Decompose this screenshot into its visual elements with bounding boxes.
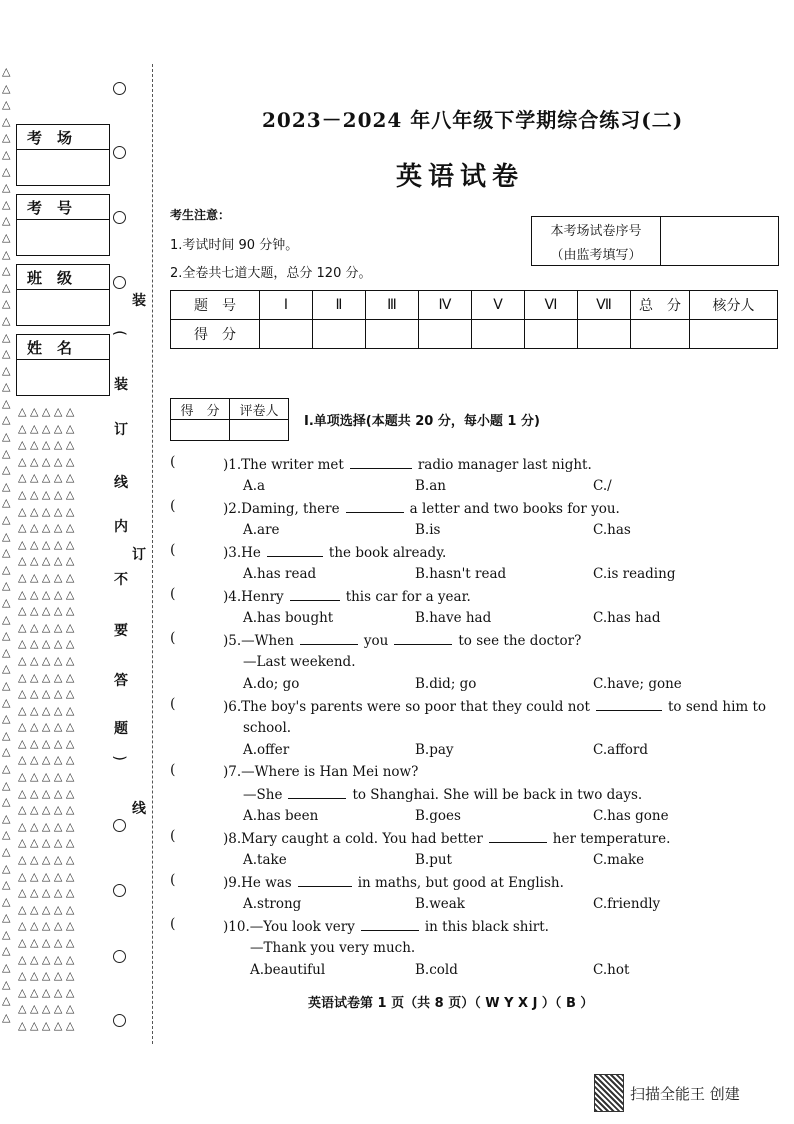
- serial-number-label: [532, 217, 661, 265]
- answer-blank[interactable]: [298, 874, 352, 887]
- question-stem: [223, 764, 418, 780]
- section-title: Ⅰ.单项选择(本题共 20 分，每小题 1 分): [304, 414, 540, 429]
- score-table: [170, 290, 778, 349]
- answer-option: A.beautiful: [250, 962, 326, 978]
- score-cell: Ⅵ: [525, 291, 578, 320]
- outer-char-ding: 订: [132, 547, 146, 563]
- score-cell: Ⅶ: [578, 291, 631, 320]
- answer-option: A.has bought: [243, 610, 334, 626]
- answer-option: B.weak: [415, 896, 465, 912]
- question-stem: [223, 456, 592, 473]
- score-table-score-row: [171, 320, 778, 349]
- grader-table: [170, 398, 289, 441]
- question-line2: [243, 654, 356, 670]
- grader-score-cell[interactable]: [171, 420, 230, 441]
- answer-paren[interactable]: (: [170, 872, 176, 888]
- answer-option: B.have had: [415, 610, 492, 626]
- question-text-pre: )10.—You look very: [223, 919, 355, 935]
- serial-label-line2: （由监考填写）: [550, 247, 642, 263]
- answer-option: C.have; gone: [593, 676, 682, 692]
- question-stem: [223, 588, 471, 605]
- answer-option: C./: [593, 478, 612, 494]
- answer-option: A.has been: [243, 808, 319, 824]
- question-text-pre: )7.—Where is Han Mei now?: [223, 764, 419, 780]
- score-input-cell[interactable]: [690, 320, 778, 349]
- vertical-char-ti: 题: [114, 721, 128, 737]
- answer-paren[interactable]: (: [170, 498, 176, 514]
- grader-reviewer-cell[interactable]: [230, 420, 289, 441]
- binding-hole: [113, 276, 126, 289]
- exam-subtitle: 英语试卷: [396, 162, 525, 192]
- question-text-post: to send him to: [668, 699, 767, 715]
- score-cell: Ⅳ: [419, 291, 472, 320]
- score-cell: Ⅱ: [313, 291, 366, 320]
- question-text-pre: )2.Daming, there: [223, 501, 340, 517]
- answer-option: C.afford: [593, 742, 649, 758]
- triangle-pattern-left: △ △ △ △ △ △ △ △ △ △ △ △ △ △ △ △ △ △ △ △ △ △ △ △ △ △ △ △ △ △ △ △ △ △ △ △ △ △ △ △ △ △ △ △ △ △ △ △ △ △ △ △ △ △ △ △ △ △: [2, 65, 11, 1024]
- answer-option: C.hot: [593, 962, 630, 978]
- score-input-cell[interactable]: [631, 320, 690, 349]
- question-text-line2-pre: —She: [243, 787, 283, 803]
- answer-paren[interactable]: (: [170, 542, 176, 558]
- question-text-post: a letter and two books for you.: [409, 501, 620, 517]
- question-text-pre: )1.The writer met: [223, 457, 344, 473]
- vertical-char-ding: 订: [114, 422, 128, 438]
- exam-room-label: 考 场: [17, 125, 109, 150]
- question-text-line2: —Last weekend.: [243, 654, 356, 670]
- serial-label-line1: 本考场试卷序号: [550, 223, 642, 239]
- question-line2: [250, 940, 415, 956]
- page-footer: 英语试卷第 1 页（共 8 页）（ W Y X J ）（ B ）: [308, 996, 594, 1011]
- paren-mark: (: [110, 330, 129, 336]
- vertical-char-nei: 内: [114, 519, 128, 535]
- answer-blank[interactable]: [346, 500, 404, 513]
- grader-reviewer-label: 评卷人: [230, 399, 289, 420]
- answer-blank[interactable]: [489, 830, 547, 843]
- vertical-char-da: 答: [114, 673, 128, 689]
- score-input-cell[interactable]: [578, 320, 631, 349]
- answer-blank[interactable]: [596, 698, 662, 711]
- answer-option: B.is: [415, 522, 441, 538]
- vertical-char-xian: 线: [114, 475, 128, 491]
- answer-option: A.strong: [243, 896, 302, 912]
- answer-blank[interactable]: [300, 632, 358, 645]
- score-input-cell[interactable]: [366, 320, 419, 349]
- score-cell: 题 号: [171, 291, 260, 320]
- answer-paren[interactable]: (: [170, 696, 176, 712]
- question-stem: [223, 874, 564, 891]
- name-box[interactable]: [16, 334, 110, 396]
- outer-char-zhuang: 装: [132, 293, 146, 309]
- answer-paren[interactable]: (: [170, 762, 176, 778]
- class-label: 班 级: [17, 265, 109, 290]
- answer-paren[interactable]: (: [170, 828, 176, 844]
- answer-paren[interactable]: (: [170, 630, 176, 646]
- answer-option: C.has had: [593, 610, 661, 626]
- exam-title-text: 2023－2024 年八年级下学期综合练习(二): [262, 108, 684, 132]
- answer-option: B.cold: [415, 962, 458, 978]
- answer-option: C.friendly: [593, 896, 661, 912]
- answer-option: B.put: [415, 852, 452, 868]
- question-line2: [243, 786, 642, 803]
- serial-number-box: [531, 216, 779, 266]
- score-input-cell[interactable]: [260, 320, 313, 349]
- question-text-mid: you: [363, 633, 389, 649]
- answer-blank[interactable]: [394, 632, 452, 645]
- paren-mark: ): [110, 755, 129, 761]
- triangle-pattern-right: △ △ △ △ △ △ △ △ △ △ △ △ △ △ △ △ △ △ △ △ △ △ △ △ △ △ △ △ △ △ △ △ △ △ △ △ △ △ △ △ △ △ △ △ △ △ △ △ △ △ △ △ △ △ △ △ △ △ △ △ △ △ △ △ △ △ △ △ △ △ △ △ △ △ △ △ △ △ △ △ △ △ △ △ △ △ △ △ △ △ △ △ △ △ △ △ △ △ △ △ △ △ △ △ △ △ △ △ △ △ △ △ △ △ △ △ △ △ △ △ △ △ △ △ △ △ △ △ △ △ △ △ △ △ △ △ △ △ △ △ △ △ △ △ △ △ △ △ △ △ △ △ △ △ △ △ △ △ △ △ △ △ △ △ △ △ △ △ △ △ △ △ △ △ △ △ △ △ △ △ △ △ △ △ △ △ △ △ △ △: [18, 405, 75, 1032]
- binding-hole: [113, 211, 126, 224]
- binding-hole: [113, 146, 126, 159]
- question-text-pre: )4.Henry: [223, 589, 284, 605]
- score-cell: Ⅴ: [472, 291, 525, 320]
- serial-number-field[interactable]: [661, 217, 778, 265]
- question-text-pre: )3.He: [223, 545, 261, 561]
- question-text-pre: )9.He was: [223, 875, 292, 891]
- answer-blank[interactable]: [288, 786, 346, 799]
- answer-paren[interactable]: (: [170, 586, 176, 602]
- score-row-label: 得 分: [171, 320, 260, 349]
- answer-option: A.offer: [243, 742, 290, 758]
- question-text-pre: )8.Mary caught a cold. You had better: [223, 831, 483, 847]
- exam-room-box[interactable]: [16, 124, 110, 186]
- answer-blank[interactable]: [361, 918, 419, 931]
- score-cell: 核分人: [690, 291, 778, 320]
- answer-option: A.take: [243, 852, 287, 868]
- answer-option: B.did; go: [415, 676, 477, 692]
- class-box[interactable]: [16, 264, 110, 326]
- question-text-post: in maths, but good at English.: [357, 875, 564, 891]
- question-stem: [223, 698, 766, 715]
- answer-blank[interactable]: [290, 588, 340, 601]
- question-stem: [223, 830, 670, 847]
- answer-option: B.hasn't read: [415, 566, 507, 582]
- watermark-text: 扫描全能王 创建: [630, 1084, 740, 1103]
- grader-score-label: 得 分: [171, 399, 230, 420]
- answer-option: C.is reading: [593, 566, 676, 582]
- answer-paren[interactable]: (: [170, 916, 176, 932]
- score-cell: 总 分: [631, 291, 690, 320]
- answer-option: B.pay: [415, 742, 454, 758]
- answer-option: B.an: [415, 478, 446, 494]
- vertical-char-bu: 不: [114, 572, 128, 588]
- answer-option: C.has: [593, 522, 631, 538]
- question-stem: [223, 544, 446, 561]
- question-text-post: her temperature.: [552, 831, 671, 847]
- qr-code-icon: [594, 1074, 624, 1112]
- binding-hole: [113, 1014, 126, 1027]
- answer-option: A.are: [243, 522, 280, 538]
- score-input-cell[interactable]: [472, 320, 525, 349]
- answer-blank[interactable]: [350, 456, 412, 469]
- answer-option: B.goes: [415, 808, 461, 824]
- score-cell: Ⅲ: [366, 291, 419, 320]
- question-text-pre: )5.—When: [223, 633, 294, 649]
- exam-number-label: 考 号: [17, 195, 109, 220]
- score-table-header-row: [171, 291, 778, 320]
- question-text-post: in this black shirt.: [424, 919, 549, 935]
- question-text-line2: school.: [243, 720, 292, 736]
- question-text-line2: —Thank you very much.: [250, 940, 416, 956]
- binding-dashed-line: [152, 64, 153, 1044]
- question-text-post: radio manager last night.: [417, 457, 592, 473]
- notice-heading: 考生注意：: [170, 208, 231, 222]
- notice-item: 1.考试时间 90 分钟。: [170, 238, 299, 253]
- answer-option: A.do; go: [243, 676, 300, 692]
- answer-paren[interactable]: (: [170, 454, 176, 470]
- score-input-cell[interactable]: [525, 320, 578, 349]
- scanner-watermark: [594, 1074, 740, 1112]
- question-text-line2-post: to Shanghai. She will be back in two days.: [352, 787, 643, 803]
- exam-number-box[interactable]: [16, 194, 110, 256]
- question-line2: [243, 720, 291, 736]
- outer-char-xian: 线: [132, 801, 146, 817]
- question-stem: [223, 918, 549, 935]
- score-cell: Ⅰ: [260, 291, 313, 320]
- notice-item: 2.全卷共七道大题，总分 120 分。: [170, 266, 372, 281]
- question-text-pre: )6.The boy's parents were so poor that they could not: [223, 699, 590, 715]
- question-text-post: this car for a year.: [345, 589, 471, 605]
- vertical-char-yao: 要: [114, 623, 128, 639]
- question-text-post: the book already.: [328, 545, 447, 561]
- score-input-cell[interactable]: [313, 320, 366, 349]
- answer-option: A.a: [243, 478, 266, 494]
- question-text-post: to see the doctor?: [458, 633, 582, 649]
- answer-option: C.make: [593, 852, 645, 868]
- score-input-cell[interactable]: [419, 320, 472, 349]
- binding-hole: [113, 950, 126, 963]
- binding-hole: [113, 819, 126, 832]
- answer-option: C.has gone: [593, 808, 669, 824]
- vertical-char-zhuang: 装: [114, 377, 128, 393]
- binding-hole: [113, 884, 126, 897]
- question-stem: [223, 632, 581, 649]
- binding-margin: [0, 64, 158, 1044]
- binding-hole: [113, 82, 126, 95]
- question-stem: [223, 500, 620, 517]
- answer-option: A.has read: [243, 566, 317, 582]
- name-label: 姓 名: [17, 335, 109, 360]
- answer-blank[interactable]: [267, 544, 323, 557]
